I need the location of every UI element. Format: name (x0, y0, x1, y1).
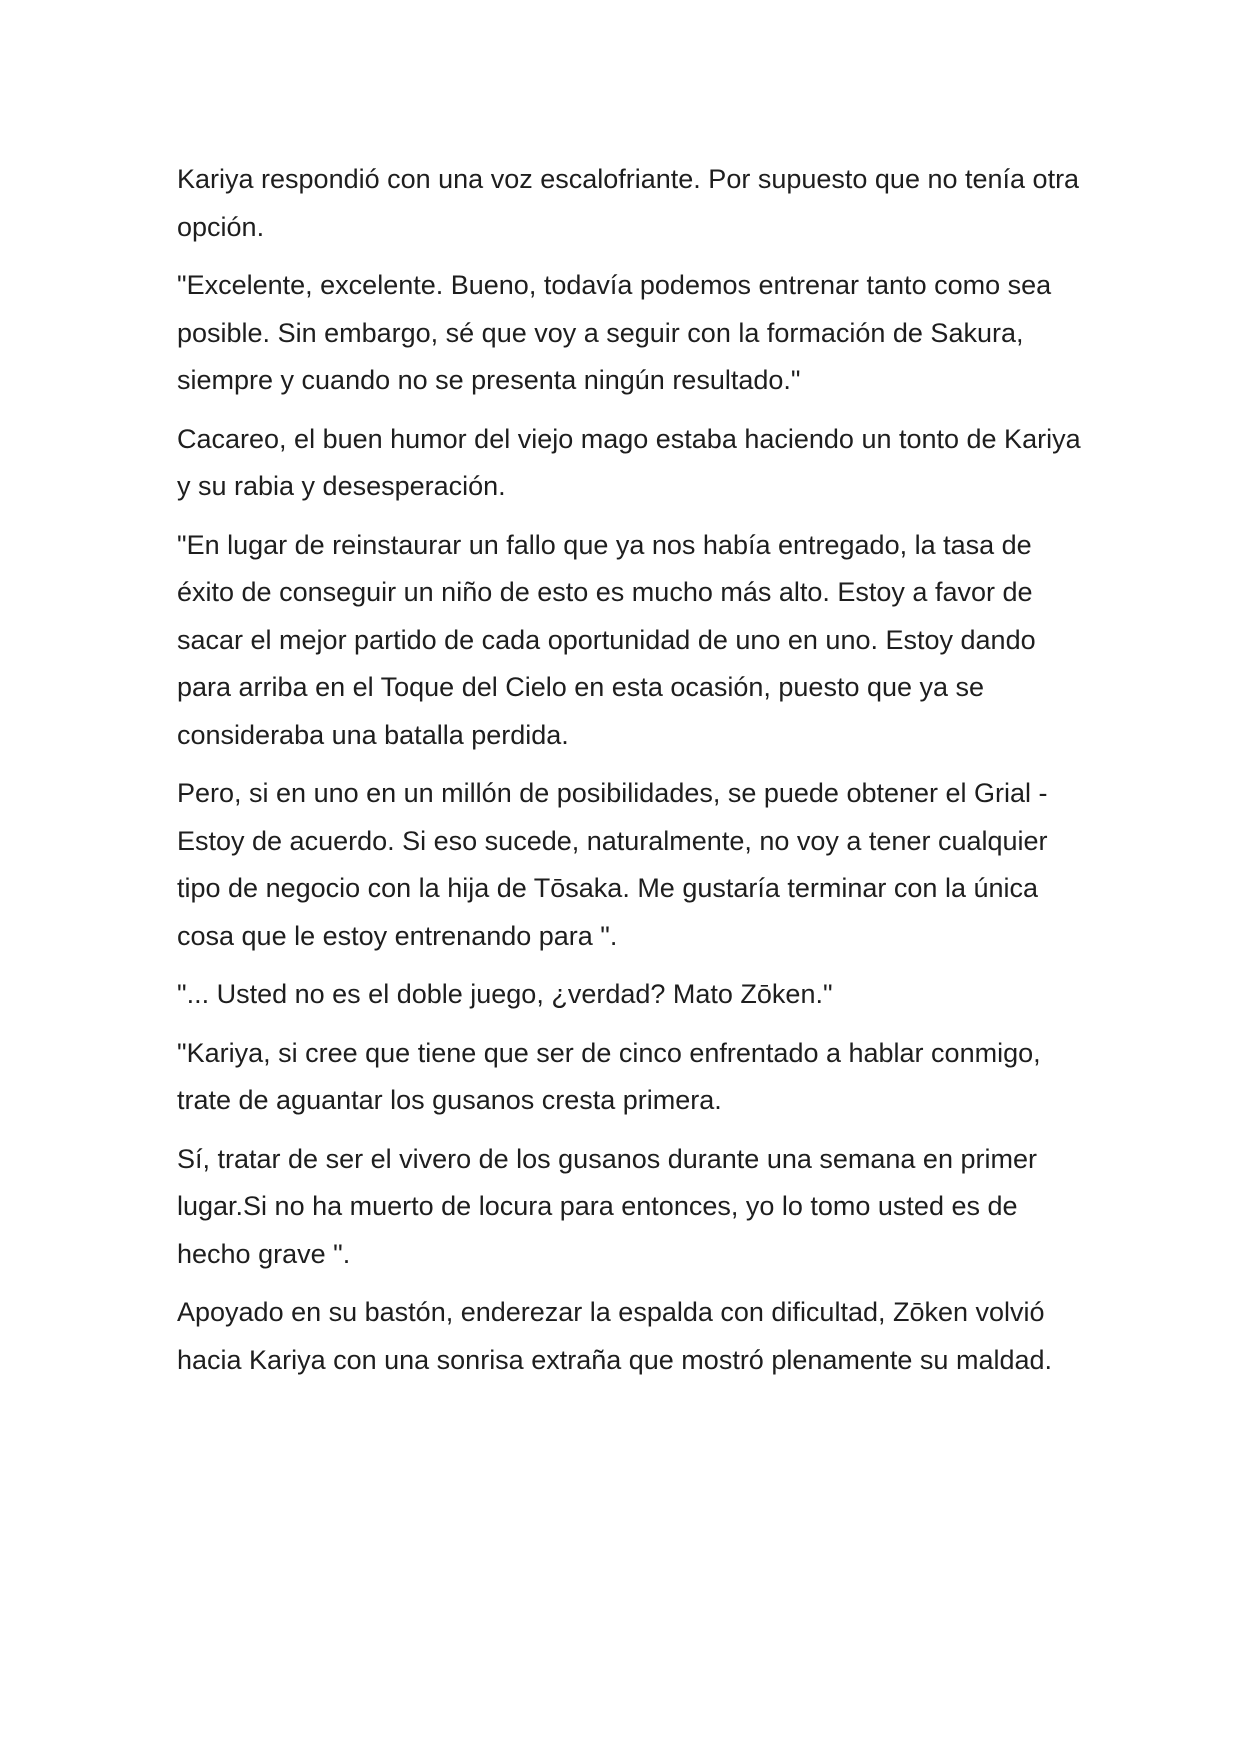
paragraph-6: "... Usted no es el doble juego, ¿verdad? Mato Zōken." (177, 979, 833, 1009)
body-text (177, 156, 1082, 1395)
paragraph-7: "Kariya, si cree que tiene que ser de cinco enfrentado a hablar conmigo, trate de aguantar los gusanos cresta primera. (177, 1037, 1041, 1115)
paragraph-8: Sí, tratar de ser el vivero de los gusanos durante una semana en primer lugar.Si no ha muerto de locura para entonces, yo lo tomo usted es de hecho grave ". (177, 1143, 1037, 1269)
paragraph-9: Apoyado en su bastón, enderezar la espalda con dificultad, Zōken volvió hacia Kariya con una sonrisa extraña que mostró plenamente su maldad. (177, 1297, 1053, 1375)
paragraph-1: Kariya respondió con una voz escalofriante. Por supuesto que no tenía otra opción. (177, 164, 1080, 242)
paragraph-4: "En lugar de reinstaurar un fallo que ya nos había entregado, la tasa de éxito de conseguir un niño de esto es mucho más alto. Estoy a favor de sacar el mejor partido de cada oportunidad de uno en uno. Estoy dando para arriba en el Toque del Cielo en esta ocasión, puesto que ya se consideraba una batalla perdida. (177, 529, 1036, 750)
paragraph-3: Cacareo, el buen humor del viejo mago estaba haciendo un tonto de Kariya y su rabia y desesperación. (177, 423, 1081, 501)
paragraph-5: Pero, si en uno en un millón de posibilidades, se puede obtener el Grial - Estoy de acuerdo. Si eso sucede, naturalmente, no voy a tener cualquier tipo de negocio con la hija de Tōsaka. Me gustaría terminar con la única cosa que le estoy entrenando para ". (177, 778, 1048, 951)
paragraph-2: "Excelente, excelente. Bueno, todavía podemos entrenar tanto como sea posible. Sin embargo, sé que voy a seguir con la formación de Sakura, siempre y cuando no se presenta ningún resultado." (177, 270, 1052, 395)
